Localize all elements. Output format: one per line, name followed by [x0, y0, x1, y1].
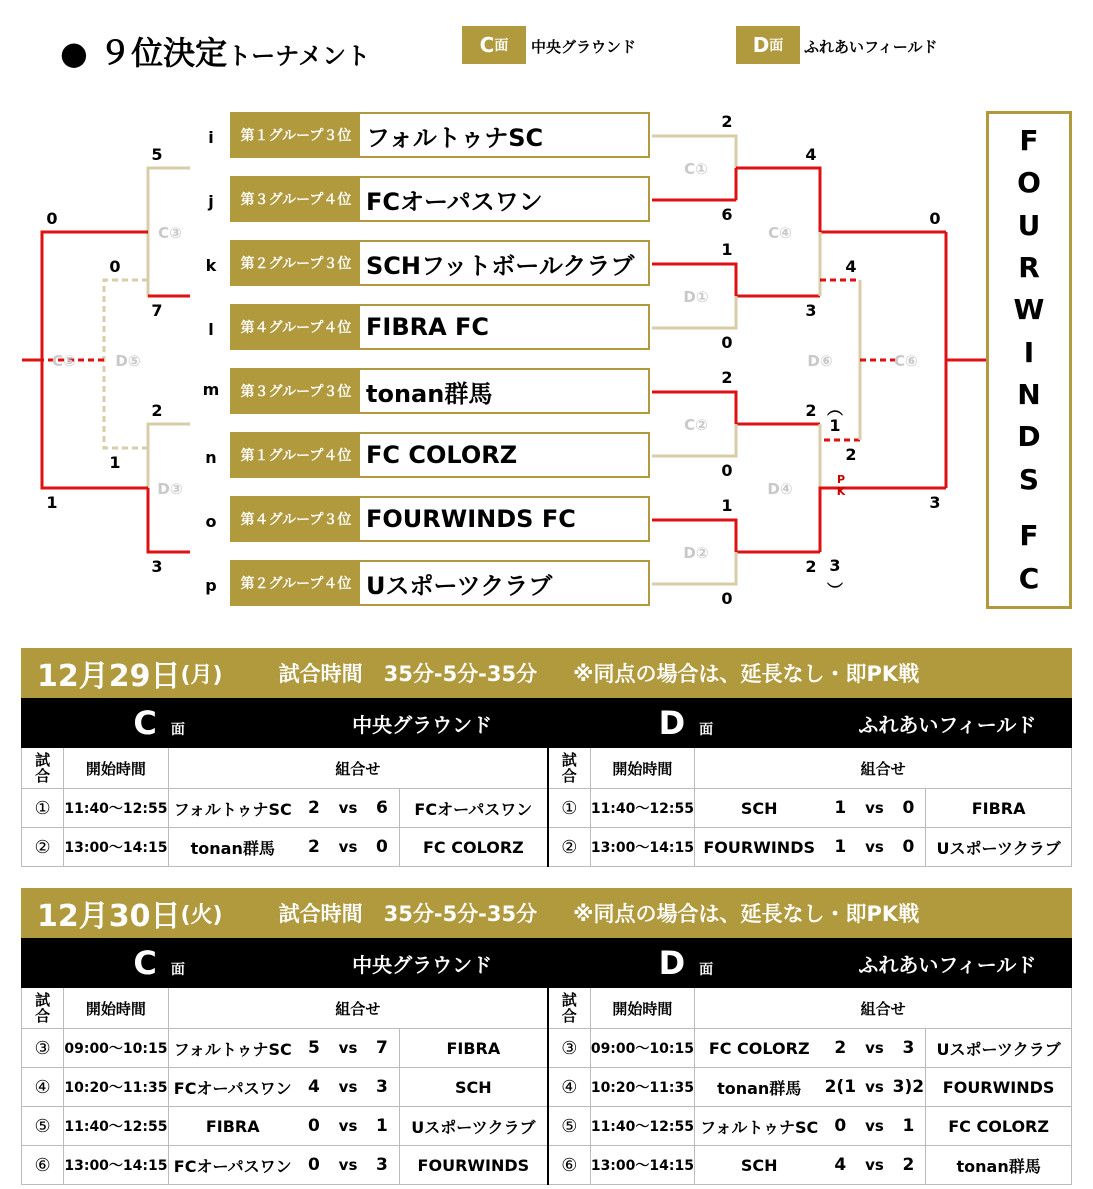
- col-shiai: 試 合: [548, 748, 590, 789]
- team-box: [230, 176, 650, 222]
- champion-letter: S: [1018, 462, 1040, 496]
- table-row: ⑤ 11:40～12:55 FIBRA 0 vs 1 Uスポーツクラブ ⑤ 11:40～12:55 フォルトゥナSC 0 vs 1 FC COLORZ: [22, 1107, 1072, 1146]
- day-dow: (月): [180, 662, 223, 688]
- legend-c-badge: C 面: [462, 26, 526, 64]
- team-box: [230, 304, 650, 350]
- schedule-table: [21, 938, 1072, 1185]
- tie-note: ※同点の場合は、延長なし・即PK戦: [573, 902, 920, 926]
- table-row: ③ 09:00～10:15 フォルトゥナSC 5 vs 7 FIBRA ③ 09:00～10:15 FC COLORZ 2 vs 3 Uスポーツクラブ: [22, 1029, 1072, 1068]
- group-label: 第２グループ３位: [232, 242, 360, 284]
- team-name: フォルトゥナSC: [366, 123, 544, 152]
- champion-letter: R: [1018, 251, 1040, 285]
- col-start: 開始時間: [590, 748, 694, 789]
- champion-letter: W: [1013, 293, 1045, 327]
- match-label: C①: [684, 160, 708, 178]
- champion-letter: F: [1019, 124, 1039, 158]
- pk-label: P K: [836, 473, 846, 498]
- day-header: [21, 888, 1072, 938]
- score: 4: [845, 257, 857, 276]
- match-label: C④: [768, 224, 792, 242]
- slot-o: o: [205, 512, 217, 531]
- match-label: D④: [767, 480, 793, 498]
- champion-box: [986, 111, 1072, 609]
- day-header: [21, 648, 1072, 698]
- score: 0: [721, 333, 733, 352]
- match-label: C⑥: [894, 352, 918, 370]
- col-shiai: 試 合: [548, 988, 590, 1029]
- champion-letter: I: [1023, 335, 1035, 369]
- score: 1: [721, 496, 733, 515]
- score: 6: [721, 205, 733, 224]
- score: 2: [805, 401, 817, 420]
- champion-letter: F: [1019, 519, 1039, 553]
- match-label: C⑤: [52, 352, 76, 370]
- team-name: Uスポーツクラブ: [366, 571, 553, 600]
- group-label: 第１グループ３位: [232, 114, 360, 156]
- score: 2: [151, 401, 163, 420]
- legend-d-name: ふれあいフィールド: [804, 38, 938, 56]
- table-row: ④ 10:20～11:35 FCオーパスワン 4 vs 3 SCH ④ 10:20～11:35 tonan群馬 2(1 vs 3)2 FOURWINDS: [22, 1068, 1072, 1107]
- field-c-header: C 面: [22, 939, 297, 988]
- team-name: SCHフットボールクラブ: [366, 251, 635, 280]
- score: 0: [46, 209, 58, 228]
- score: 0: [109, 257, 121, 276]
- match-label: D②: [683, 544, 709, 562]
- score: 2: [805, 557, 817, 576]
- score: 1: [46, 493, 58, 512]
- team-box: [230, 112, 650, 158]
- match-label: D③: [157, 480, 183, 498]
- group-label: 第３グループ３位: [232, 370, 360, 412]
- match-label: C②: [684, 416, 708, 434]
- col-shiai: 試 合: [22, 988, 64, 1029]
- group-label: 第１グループ４位: [232, 434, 360, 476]
- team-box: [230, 368, 650, 414]
- champion-letter: D: [1017, 420, 1041, 454]
- champion-letter: N: [1017, 378, 1041, 412]
- slot-j: j: [208, 192, 214, 211]
- col-shiai: 試 合: [22, 748, 64, 789]
- team-name: FOURWINDS FC: [366, 505, 576, 533]
- team-box: [230, 496, 650, 542]
- legend-d-badge: D 面: [736, 26, 800, 64]
- group-label: 第３グループ４位: [232, 178, 360, 220]
- legend-c-name: 中央グラウンド: [531, 38, 637, 56]
- score: 2: [721, 368, 733, 387]
- slot-l: l: [208, 320, 214, 339]
- team-name: tonan群馬: [366, 379, 493, 408]
- champion-letter: C: [1018, 561, 1040, 595]
- table-row: ① 11:40～12:55 フォルトゥナSC 2 vs 6 FCオーパスワン ① 11:40～12:55 SCH 1 vs 0 FIBRA: [22, 789, 1072, 828]
- slot-n: n: [205, 448, 217, 467]
- col-pair: 組合せ: [168, 988, 548, 1029]
- team-name: FCオーパスワン: [366, 187, 543, 216]
- slot-m: m: [202, 380, 220, 399]
- col-start: 開始時間: [590, 988, 694, 1029]
- score: 4: [805, 145, 817, 164]
- score: 1: [721, 240, 733, 259]
- match-time: 試合時間 35分-5分-35分: [278, 662, 538, 686]
- tie-note: ※同点の場合は、延長なし・即PK戦: [573, 662, 920, 686]
- col-pair: 組合せ: [168, 748, 548, 789]
- table-row: ② 13:00～14:15 tonan群馬 2 vs 0 FC COLORZ ② 13:00～14:15 FOURWINDS 1 vs 0 Uスポーツクラブ: [22, 828, 1072, 867]
- field-c-header: C 面: [22, 699, 297, 748]
- day-date: 12月30日: [37, 899, 181, 934]
- match-label: C③: [158, 224, 182, 242]
- pk-score: 3: [829, 556, 841, 575]
- group-label: 第４グループ４位: [232, 306, 360, 348]
- table-row: ⑥ 13:00～14:15 FCオーパスワン 0 vs 3 FOURWINDS ⑥ 13:00～14:15 SCH 4 vs 2 tonan群馬: [22, 1146, 1072, 1185]
- pk-score: 1: [829, 416, 841, 435]
- group-label: 第２グループ４位: [232, 562, 360, 604]
- team-box: [230, 560, 650, 606]
- team-name: FC COLORZ: [366, 441, 518, 469]
- field-c-name: 中央グラウンド: [297, 939, 548, 988]
- team-box: [230, 432, 650, 478]
- field-d-name: ふれあいフィールド: [823, 699, 1071, 748]
- field-c-name: 中央グラウンド: [297, 699, 548, 748]
- score: 1: [109, 453, 121, 472]
- slot-i: i: [208, 128, 214, 147]
- field-d-name: ふれあいフィールド: [823, 939, 1071, 988]
- score: 3: [805, 301, 817, 320]
- match-label: D⑥: [807, 352, 833, 370]
- team-name: FIBRA FC: [366, 313, 490, 341]
- col-pair: 組合せ: [695, 988, 1072, 1029]
- match-label: D①: [683, 288, 709, 306]
- score: 7: [151, 301, 163, 320]
- day-dow: (火): [180, 902, 223, 928]
- slot-p: p: [205, 576, 217, 595]
- col-pair: 組合せ: [695, 748, 1072, 789]
- col-start: 開始時間: [64, 988, 168, 1029]
- field-d-header: D 面: [548, 699, 823, 748]
- score: 2: [721, 112, 733, 131]
- score: 5: [151, 145, 163, 164]
- score: 3: [151, 557, 163, 576]
- group-label: 第４グループ３位: [232, 498, 360, 540]
- col-start: 開始時間: [64, 748, 168, 789]
- score: 2: [845, 445, 857, 464]
- score: 0: [721, 589, 733, 608]
- team-box: [230, 240, 650, 286]
- score: 0: [929, 209, 941, 228]
- day-date: 12月29日: [37, 659, 181, 694]
- page-title: ● ９位決定トーナメント: [60, 34, 371, 72]
- schedule-table: [21, 698, 1072, 867]
- champion-letter: O: [1017, 166, 1041, 200]
- field-d-header: D 面: [548, 939, 823, 988]
- paren: ︶: [826, 581, 843, 600]
- match-time: 試合時間 35分-5分-35分: [278, 902, 538, 926]
- score: 0: [721, 461, 733, 480]
- paren: ︵: [826, 399, 843, 418]
- champion-letter: U: [1017, 208, 1041, 242]
- score: 3: [929, 493, 941, 512]
- slot-k: k: [205, 256, 217, 275]
- match-label: D⑤: [115, 352, 141, 370]
